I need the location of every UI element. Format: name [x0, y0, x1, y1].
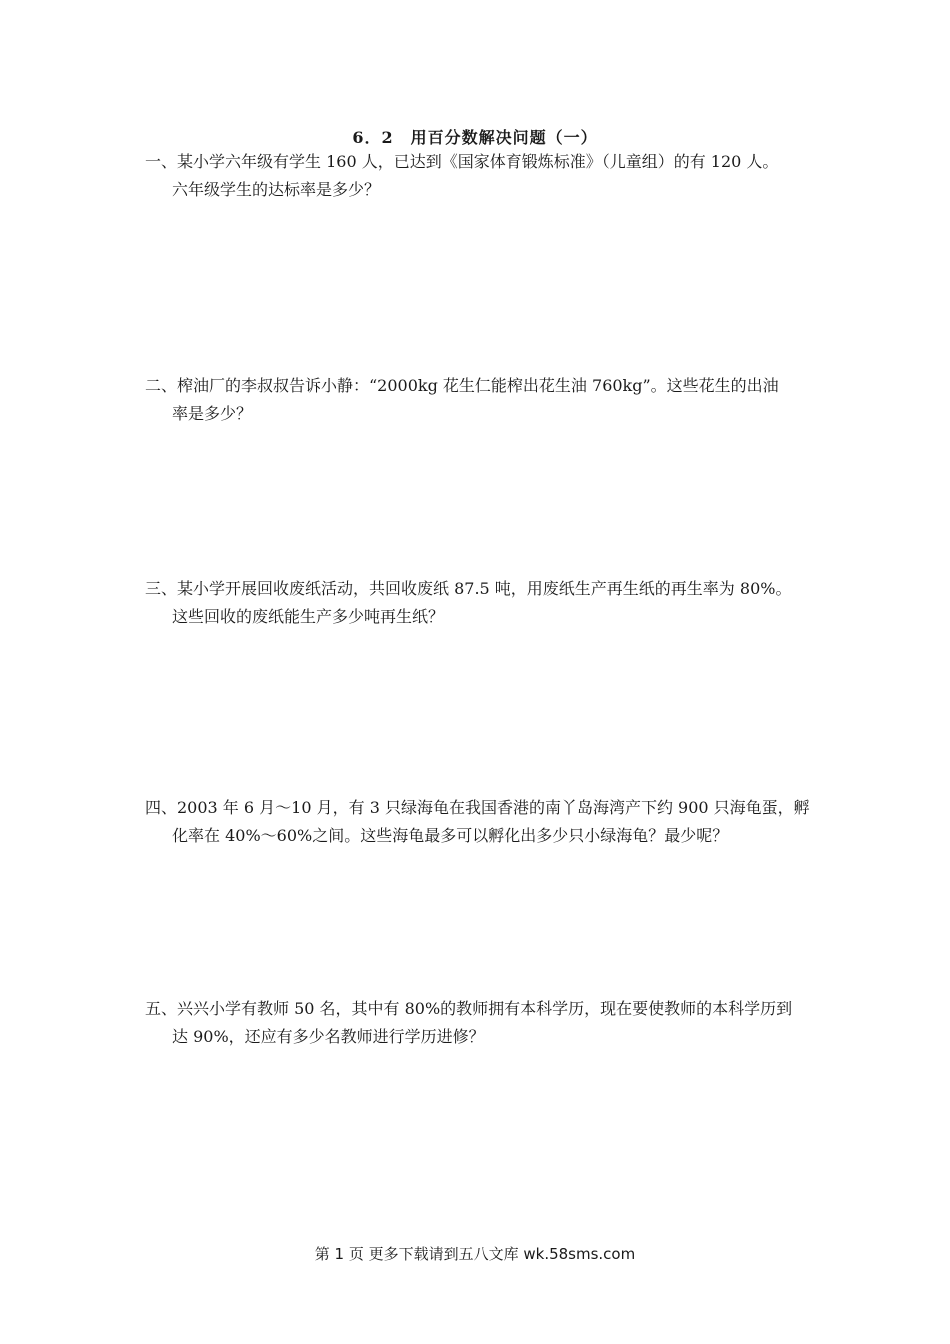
- question-2-line-1: 二、榨油厂的李叔叔告诉小静：“2000kg 花生仁能榨出花生油 760kg”。这些花生的出油: [145, 376, 779, 395]
- question-4: [145, 794, 810, 850]
- question-1-line-1: 一、某小学六年级有学生 160 人，已达到《国家体育锻炼标准》（儿童组）的有 120 人。: [145, 152, 779, 171]
- question-1: [145, 148, 810, 204]
- question-4-line-1: 四、2003 年 6 月～10 月，有 3 只绿海龟在我国香港的南丫岛海湾产下约 900 只海龟蛋，孵: [145, 798, 810, 817]
- question-3-line-1: 三、某小学开展回收废纸活动，共回收废纸 87.5 吨，用废纸生产再生纸的再生率为 80%。: [145, 579, 792, 598]
- question-3: [145, 575, 810, 631]
- question-3-line-2: 这些回收的废纸能生产多少吨再生纸？: [172, 607, 445, 626]
- question-5: [145, 995, 810, 1051]
- page-footer: 第 1 页 更多下载请到五八文库 wk.58sms.com: [314, 1245, 636, 1263]
- question-5-line-2: 达 90%，还应有多少名教师进行学历进修？: [172, 1027, 485, 1046]
- question-2-line-2: 率是多少？: [172, 404, 253, 423]
- question-5-line-1: 五、兴兴小学有教师 50 名，其中有 80%的教师拥有本科学历，现在要使教师的本科学历到: [145, 999, 793, 1018]
- question-1-line-2: 六年级学生的达标率是多少？: [172, 180, 381, 199]
- question-2: [145, 372, 810, 428]
- document-title: 6．2 用百分数解决问题（一）: [352, 128, 598, 147]
- question-4-line-2: 化率在 40%～60%之间。这些海龟最多可以孵化出多少只小绿海龟？最少呢？: [172, 826, 729, 845]
